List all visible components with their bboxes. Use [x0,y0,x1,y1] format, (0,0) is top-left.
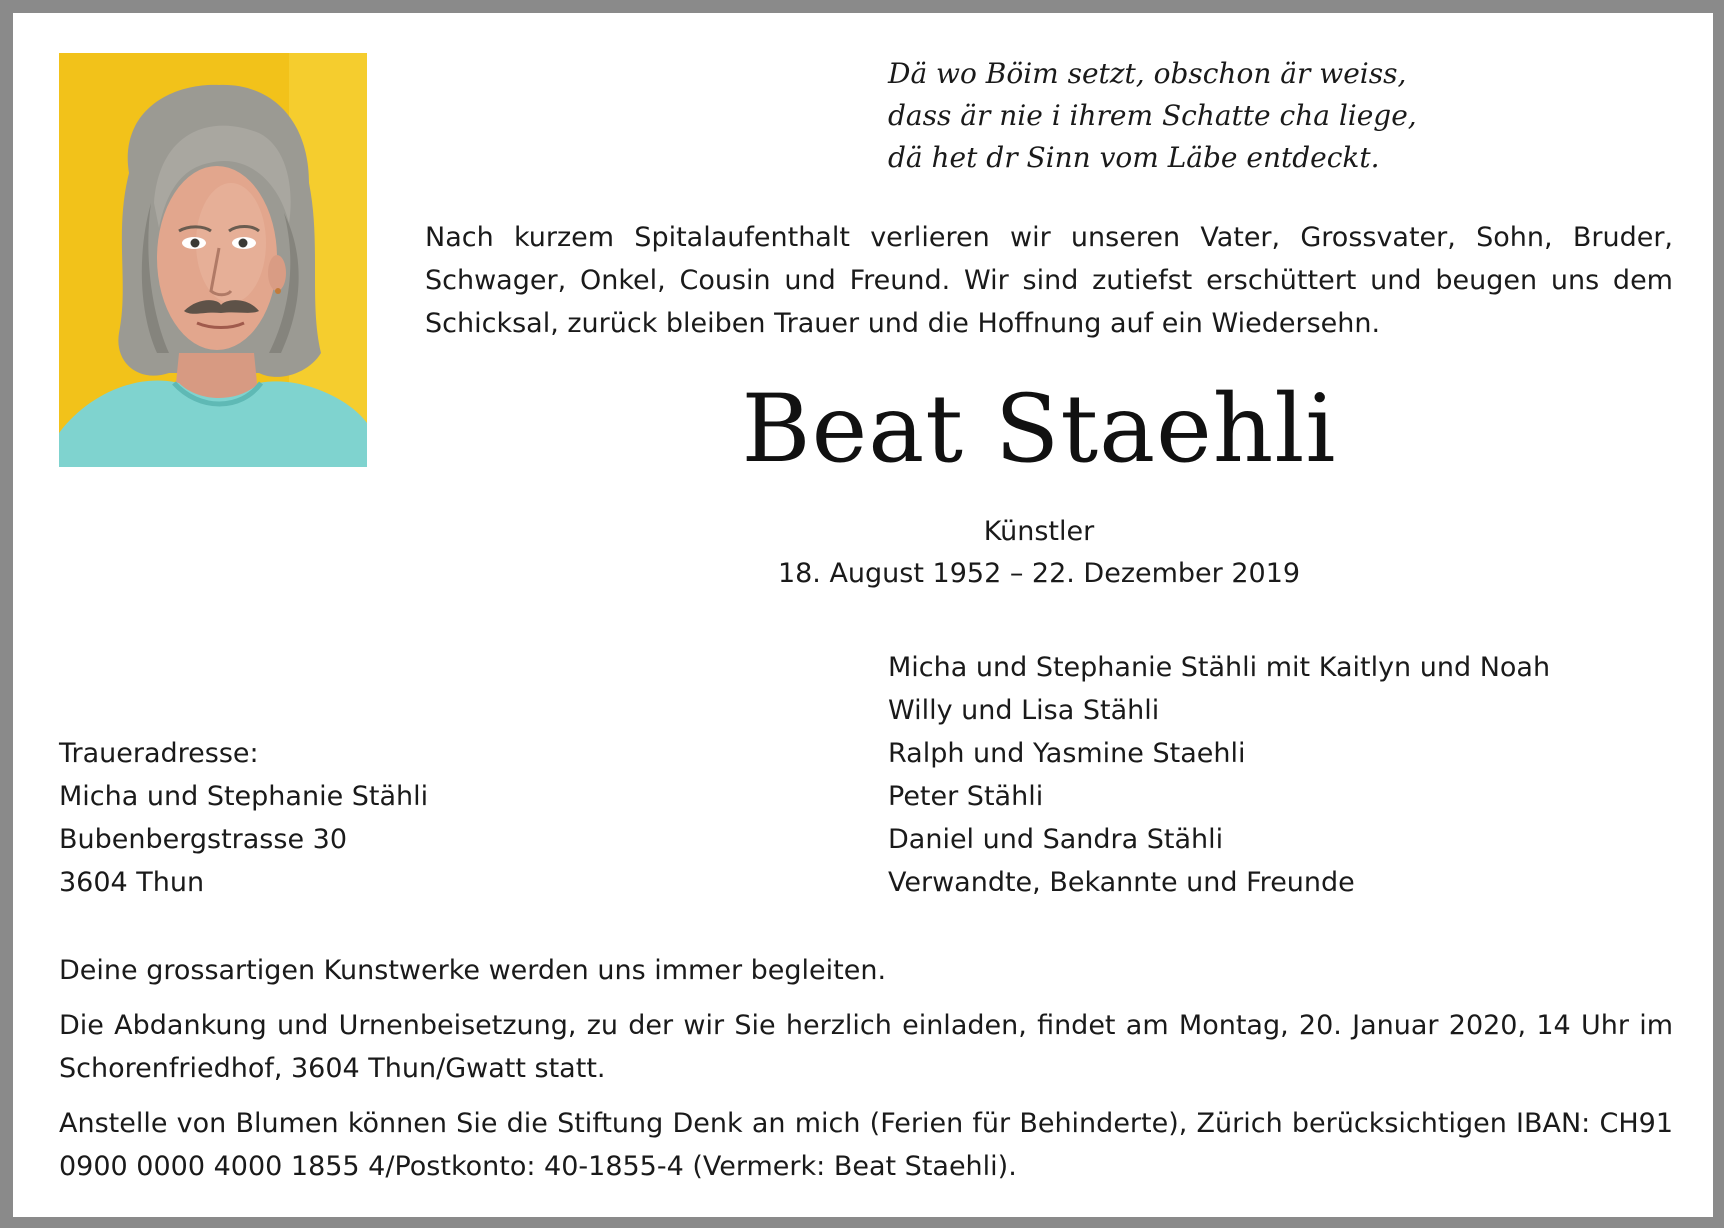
address-label: Traueradresse: [59,738,259,769]
ceremony-info: Die Abdankung und Urnenbeisetzung, zu der wir Sie herzlich einladen, findet am Montag, 20. Januar 2020, 14 Uhr im Schorenfriedhof, 3604 Thun/Gwatt statt. [59,1010,1673,1084]
poem [888,53,1508,179]
poem-line: Dä wo Böim setzt, obschon är weiss, [888,57,1407,90]
mourner-entry: Micha und Stephanie Stähli mit Kaitlyn und Noah [888,652,1551,683]
life-dates: 18. August 1952 – 22. Dezember 2019 [777,558,1301,589]
mourning-address [59,732,619,904]
mourner-entry: Daniel und Sandra Stähli [888,824,1224,855]
closing-tribute: Deine grossartigen Kunstwerke werden uns immer begleiten. [59,955,887,986]
address-name: Micha und Stephanie Stähli [59,781,429,812]
mourner-entry: Verwandte, Bekannte und Freunde [888,867,1355,898]
mourner-entry: Willy und Lisa Stähli [888,695,1160,726]
address-street: Bubenbergstrasse 30 [59,824,347,855]
portrait-photo [59,53,367,467]
mourners-list [888,646,1708,904]
address-city: 3604 Thun [59,867,205,898]
mourner-entry: Peter Stähli [888,781,1044,812]
deceased-profession: Künstler [983,516,1095,547]
poem-line: dä het dr Sinn vom Läbe entdeckt. [888,141,1380,174]
deceased-name: Beat Staehli [741,375,1337,484]
mourner-entry: Ralph und Yasmine Staehli [888,738,1246,769]
poem-line: dass är nie i ihrem Schatte cha liege, [888,99,1417,132]
portrait-illustration [59,53,367,467]
donation-info: Anstelle von Blumen können Sie die Stiftung Denk an mich (Ferien für Behinderte), Zürich berücksichtigen IBAN: CH91 0900 0000 4000 1855 4/Postkonto: 40-1855-4 (Vermerk: Beat Staehli). [59,1108,1673,1182]
obituary-notice [13,13,1713,1217]
intro-paragraph: Nach kurzem Spitalaufenthalt verlieren wir unseren Vater, Grossvater, Sohn, Bruder, Schwager, Onkel, Cousin und Freund. Wir sind zutiefst erschüttert und beugen uns dem Schicksal, zurück bleiben Trauer und die Hoffnung auf ein Wiedersehn. [425,222,1673,339]
